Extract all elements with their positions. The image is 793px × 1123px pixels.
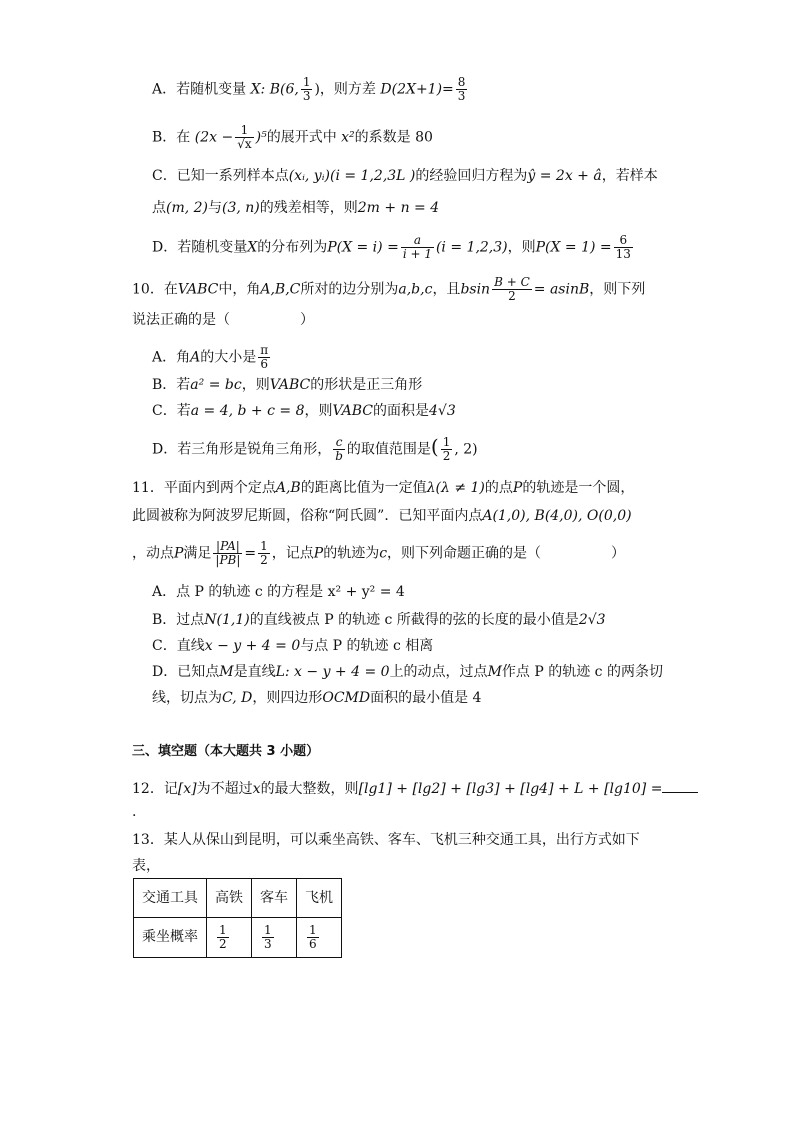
frac-num: B + C xyxy=(494,275,530,289)
q9-c2-p2: (3, n) xyxy=(222,200,260,216)
q9-c2-text: 点 xyxy=(152,200,166,216)
q11-text: 的距离比值为一定值 xyxy=(300,480,427,496)
frac-num: c xyxy=(333,436,345,450)
q10-eq-pre: bsin xyxy=(460,281,491,298)
q12-text2: 的最大整数，则 xyxy=(260,781,359,797)
q9-d-var: X xyxy=(247,239,258,256)
q9-d-result xyxy=(614,234,633,261)
q10-angles: A,B,C xyxy=(260,281,301,298)
frac-num: 1 xyxy=(442,435,451,449)
table-row xyxy=(134,918,342,958)
q9-b-frac xyxy=(235,124,253,151)
frac-num: 1 xyxy=(302,75,311,89)
q10-b-tri: VABC xyxy=(269,377,311,393)
q9-option-d xyxy=(152,234,635,261)
q11-option-c xyxy=(152,636,433,656)
q11-eq: = xyxy=(244,545,257,562)
q11-b-val: 2√3 xyxy=(578,612,606,628)
q11-d-text3: 上的动点，过点 xyxy=(389,664,488,680)
q10-c-eq: a = 4, b + c = 8 xyxy=(190,403,305,419)
q11-paren-close: ） xyxy=(611,545,626,562)
q10-eq-frac xyxy=(492,276,532,303)
frac-den: 2 xyxy=(219,937,227,951)
q9-d-text: D．若随机变量 xyxy=(152,239,248,256)
q11-lambda: λ(λ ≠ 1) xyxy=(426,480,485,496)
q9-b-expr: (2x − xyxy=(194,129,234,146)
table-cell xyxy=(297,918,342,958)
q12-text: 为不超过 xyxy=(196,781,253,797)
q10-c-tri: VABC xyxy=(332,403,374,419)
q13-table xyxy=(133,878,342,958)
q10-stem-line1 xyxy=(132,276,645,303)
frac-num: 6 xyxy=(614,234,633,248)
q10-sides: a,b,c xyxy=(398,281,433,298)
q10-option-d xyxy=(152,436,478,463)
q10-text2: 所对的边分别为 xyxy=(300,281,399,298)
q10-c-end: 的面积是 xyxy=(373,403,430,419)
frac-den: 2 xyxy=(442,449,451,463)
q11-P3: P xyxy=(313,545,324,562)
q12-line1 xyxy=(132,778,698,799)
q11-ratio-frac xyxy=(213,540,242,567)
q9-c-points: (xᵢ, yᵢ)(i = 1,2,3L ) xyxy=(288,168,416,184)
q10-c-text: C．若 xyxy=(152,403,191,419)
q10-option-c xyxy=(152,401,456,421)
q10-stem-line2 xyxy=(132,310,314,330)
q10-a-frac xyxy=(258,344,270,371)
q9-option-b xyxy=(152,124,433,151)
q11-d-M: M xyxy=(219,664,234,680)
q9-a-frac xyxy=(301,76,313,103)
q11-c-text: C．直线 xyxy=(152,638,205,654)
frac-den: b xyxy=(335,449,343,463)
q11-points2: A(1,0), B(4,0), O(0,0) xyxy=(482,508,632,524)
q9-d-expr2: P(X = 1) = xyxy=(535,239,612,256)
q10-text4: ，则下列 xyxy=(589,281,646,298)
q9-c-text: C．已知一系列样本点 xyxy=(152,168,289,184)
q9-d-expr: P(X = i) = xyxy=(327,239,399,256)
q11-line2 xyxy=(132,506,632,526)
q12-dot: . xyxy=(132,804,137,820)
q11-P: P xyxy=(512,480,523,496)
q11-text7: ，记点 xyxy=(271,545,314,562)
frac-num: 1 xyxy=(264,923,272,937)
q10-d-paren: ( xyxy=(430,434,439,459)
q11-a-text: A．点 P 的轨迹 c 的方程是 x² + y² = 4 xyxy=(152,584,405,600)
frac-den: 13 xyxy=(615,247,631,261)
frac-num: |PA| xyxy=(213,540,242,554)
prob-frac xyxy=(307,924,319,951)
q9-a-expr: D(2X+1)= xyxy=(380,81,454,98)
q9-c-eq: ŷ = 2x + â xyxy=(527,168,602,184)
frac-den: 6 xyxy=(309,937,317,951)
table-header-cell: 客车 xyxy=(252,879,297,918)
q10-d-frac xyxy=(333,436,345,463)
q10-d-text: D．若三角形是锐角三角形， xyxy=(152,441,332,458)
q11-P2: P xyxy=(174,545,184,562)
q10-d-text2: 的取值范围是 xyxy=(346,441,431,458)
frac-den: 6 xyxy=(260,357,269,371)
q11-d-text4: 作点 P 的轨迹 c 的两条切 xyxy=(501,664,663,680)
prob-frac xyxy=(262,924,274,951)
q9-c2-text3: 的残差相等，则 xyxy=(259,200,358,216)
q12-floor: [x] xyxy=(177,781,197,797)
q10-a-var: A xyxy=(190,349,201,366)
q10-triangle: VABC xyxy=(177,281,219,298)
q11-d-text: D．已知点 xyxy=(152,664,220,680)
q10-b-text: B．若 xyxy=(152,377,191,393)
q12-expr: [lg1] + [lg2] + [lg3] + [lg4] + L + [lg10] = xyxy=(358,781,663,797)
q11-b-text2: 的直线被点 P 的轨迹 c 所截得的弦的长度的最小值是 xyxy=(249,612,579,628)
q10-c-val: 4√3 xyxy=(429,403,456,419)
q10-option-b xyxy=(152,375,422,395)
q11-d-M2: M xyxy=(487,664,502,680)
frac-num: 8 xyxy=(457,75,466,89)
q11-option-d-line1 xyxy=(152,662,663,682)
table-header-cell: 飞机 xyxy=(297,879,342,918)
prob-frac xyxy=(217,924,229,951)
q9-b-term: x² xyxy=(341,129,355,146)
q10-b-end: 的形状是正三角形 xyxy=(310,377,423,393)
frac-num: 1 xyxy=(309,923,317,937)
q9-a-result xyxy=(456,76,468,103)
q11-b-point: N(1,1) xyxy=(204,612,250,628)
frac-den: 3 xyxy=(302,89,311,103)
q13-line1: 13．某人从保山到昆明，可以乘坐高铁、客车、飞机三种交通工具，出行方式如下 xyxy=(132,832,640,848)
frac-num: 1 xyxy=(260,539,268,553)
table-header-cell: 高铁 xyxy=(207,879,252,918)
q11-d2-text2: ，则四边形 xyxy=(252,690,323,706)
frac-den: 2 xyxy=(260,553,268,567)
q11-c: c xyxy=(379,545,388,562)
q9-a-var: X xyxy=(250,81,261,98)
q10-text3: ，且 xyxy=(432,281,461,298)
q11-d-line: L: x − y + 4 = 0 xyxy=(275,664,390,680)
q10-b-eq: a² = bc xyxy=(190,377,242,393)
q11-d2-text: 线，切点为 xyxy=(152,690,222,706)
q11-d2-CD: C, D xyxy=(222,690,253,706)
q9-b-text: B．在 xyxy=(152,129,191,146)
q9-b-end: 的系数是 80 xyxy=(354,129,433,146)
q11-c-eq: x − y + 4 = 0 xyxy=(204,638,301,654)
q11-text9: ，则下列命题正确的是（ xyxy=(387,545,542,562)
q9-d-text2: 的分布列为 xyxy=(257,239,328,256)
q9-b-exp: )⁵ xyxy=(255,129,267,146)
q9-d-frac xyxy=(401,234,434,261)
q9-option-a xyxy=(152,76,469,103)
q11-line1 xyxy=(132,478,634,498)
q11-text6: 满足 xyxy=(183,545,212,562)
q10-a-text2: 的大小是 xyxy=(200,349,257,366)
frac-num: 1 xyxy=(235,124,253,138)
frac-den: i + 1 xyxy=(402,247,432,261)
q11-line3 xyxy=(132,540,625,567)
q11-text3: 的轨迹是一个圆， xyxy=(522,480,635,496)
frac-den: √x xyxy=(237,137,252,151)
frac-den: |PB| xyxy=(215,553,241,567)
q11-option-b xyxy=(152,610,606,630)
q11-points: A,B xyxy=(275,480,301,496)
section-title: 三、填空题（本大题共 3 小题） xyxy=(132,744,320,759)
q10-text: 中，角 xyxy=(218,281,261,298)
q10-eq-post: = asinB xyxy=(533,281,590,298)
table-cell xyxy=(252,918,297,958)
q10-stem-text: 说法正确的是（ xyxy=(132,312,230,328)
q9-option-c-line1 xyxy=(152,166,658,186)
q9-c-text2: 的经验回归方程为 xyxy=(415,168,528,184)
q10-d-range-end: , 2) xyxy=(454,441,478,458)
q11-option-a xyxy=(152,582,405,602)
frac-den: 3 xyxy=(457,89,466,103)
q11-text5: ，动点 xyxy=(132,545,174,562)
q12-number: 12．记 xyxy=(132,781,178,797)
q11-text8: 的轨迹为 xyxy=(323,545,380,562)
q10-paren-close: ） xyxy=(300,312,314,328)
q10-c-text2: ，则 xyxy=(304,403,333,419)
frac-den: 2 xyxy=(508,289,516,303)
q11-d2-end: 面积的最小值是 4 xyxy=(370,690,482,706)
q10-b-text2: ，则 xyxy=(241,377,270,393)
q13-line2: 表， xyxy=(132,858,160,874)
q12-answer-blank[interactable] xyxy=(662,778,698,793)
frac-den: 3 xyxy=(264,937,272,951)
q9-a-dist: : B(6, xyxy=(260,81,299,98)
q9-b-text2: 的展开式中 xyxy=(266,129,337,146)
q11-option-d-line2 xyxy=(152,688,481,708)
q11-text4: 此圆被称为阿波罗尼斯圆，俗称“阿氏圆”．已知平面内点 xyxy=(132,508,483,524)
q10-d-range-frac xyxy=(441,436,453,463)
q11-d2-quad: OCMD xyxy=(322,690,371,706)
q11-b-text: B．过点 xyxy=(152,612,205,628)
q12-x: x xyxy=(252,781,261,797)
table-header-cell: 交通工具 xyxy=(134,879,207,918)
q9-d-text3: ，则 xyxy=(507,239,536,256)
q9-c2-eq: 2m + n = 4 xyxy=(357,200,440,216)
q9-d-cond: (i = 1,2,3) xyxy=(435,239,508,256)
frac-num: 1 xyxy=(219,923,227,937)
table-row-label: 乘坐概率 xyxy=(134,918,207,958)
q11-half-frac xyxy=(258,540,270,567)
q11-number: 11．平面内到两个定点 xyxy=(132,480,276,496)
q9-option-c-line2 xyxy=(152,198,439,218)
q11-c-end: 与点 P 的轨迹 c 相离 xyxy=(300,638,434,654)
frac-num: π xyxy=(260,343,269,357)
frac-num: a xyxy=(401,234,434,248)
q11-text2: 的点 xyxy=(484,480,513,496)
q10-a-text: A．角 xyxy=(152,349,191,366)
q9-c-end: ，若样本 xyxy=(601,168,658,184)
q10-option-a xyxy=(152,344,272,371)
q10-number: 10．在 xyxy=(132,281,178,298)
q11-d-text2: 是直线 xyxy=(233,664,276,680)
q9-c2-text2: 与 xyxy=(208,200,223,216)
table-row xyxy=(134,879,342,918)
q9-a-text: A．若随机变量 xyxy=(152,81,247,98)
table-cell xyxy=(207,918,252,958)
q9-c2-p1: (m, 2) xyxy=(166,200,209,216)
q9-a-text2: )，则方差 xyxy=(314,81,376,98)
